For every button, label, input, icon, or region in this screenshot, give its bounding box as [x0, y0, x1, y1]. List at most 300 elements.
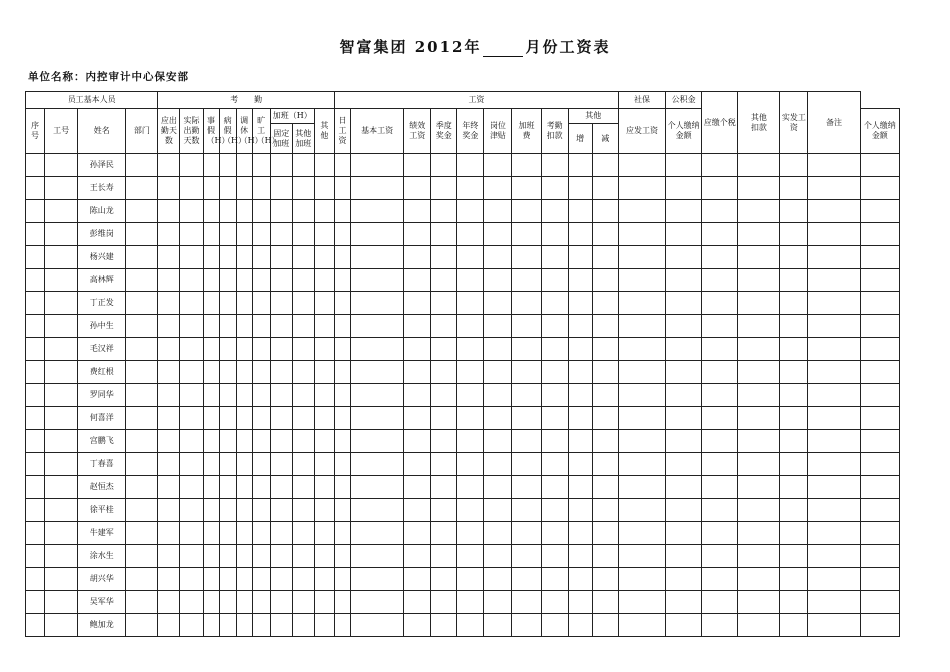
table-cell[interactable]	[252, 361, 270, 384]
employee-name-cell[interactable]: 杨兴建	[78, 246, 126, 269]
table-cell[interactable]	[203, 223, 219, 246]
table-cell[interactable]	[404, 407, 431, 430]
table-cell[interactable]	[738, 522, 780, 545]
table-cell[interactable]	[26, 545, 45, 568]
table-cell[interactable]	[457, 499, 484, 522]
table-cell[interactable]	[431, 154, 457, 177]
table-cell[interactable]	[808, 200, 860, 223]
table-cell[interactable]	[860, 246, 899, 269]
table-cell[interactable]	[334, 453, 350, 476]
table-cell[interactable]	[292, 522, 314, 545]
table-cell[interactable]	[541, 384, 568, 407]
table-cell[interactable]	[351, 292, 404, 315]
table-cell[interactable]	[541, 200, 568, 223]
table-cell[interactable]	[592, 522, 618, 545]
table-cell[interactable]	[541, 177, 568, 200]
table-cell[interactable]	[314, 407, 334, 430]
employee-name-cell[interactable]: 丁正发	[78, 292, 126, 315]
table-cell[interactable]	[738, 384, 780, 407]
table-cell[interactable]	[568, 545, 592, 568]
table-cell[interactable]	[351, 476, 404, 499]
table-cell[interactable]	[203, 545, 219, 568]
table-cell[interactable]	[270, 591, 292, 614]
table-cell[interactable]	[404, 200, 431, 223]
table-cell[interactable]	[702, 545, 738, 568]
table-cell[interactable]	[484, 407, 512, 430]
table-cell[interactable]	[404, 499, 431, 522]
table-cell[interactable]	[568, 476, 592, 499]
table-cell[interactable]	[180, 476, 203, 499]
table-cell[interactable]	[808, 430, 860, 453]
table-cell[interactable]	[568, 568, 592, 591]
table-cell[interactable]	[431, 177, 457, 200]
table-cell[interactable]	[158, 200, 180, 223]
table-cell[interactable]	[351, 338, 404, 361]
table-cell[interactable]	[512, 568, 541, 591]
table-cell[interactable]	[431, 361, 457, 384]
table-cell[interactable]	[512, 407, 541, 430]
table-cell[interactable]	[666, 476, 702, 499]
table-cell[interactable]	[203, 154, 219, 177]
table-cell[interactable]	[592, 591, 618, 614]
table-cell[interactable]	[618, 269, 665, 292]
table-cell[interactable]	[702, 430, 738, 453]
table-cell[interactable]	[334, 200, 350, 223]
table-cell[interactable]	[702, 200, 738, 223]
table-cell[interactable]	[252, 545, 270, 568]
table-cell[interactable]	[158, 292, 180, 315]
table-cell[interactable]	[738, 499, 780, 522]
table-cell[interactable]	[45, 223, 78, 246]
table-cell[interactable]	[702, 315, 738, 338]
table-cell[interactable]	[26, 292, 45, 315]
table-cell[interactable]	[780, 522, 808, 545]
table-cell[interactable]	[158, 545, 180, 568]
table-cell[interactable]	[484, 315, 512, 338]
table-cell[interactable]	[541, 568, 568, 591]
table-cell[interactable]	[236, 499, 252, 522]
table-cell[interactable]	[26, 591, 45, 614]
table-cell[interactable]	[780, 361, 808, 384]
table-cell[interactable]	[252, 246, 270, 269]
table-cell[interactable]	[404, 246, 431, 269]
table-cell[interactable]	[738, 177, 780, 200]
table-cell[interactable]	[618, 177, 665, 200]
table-cell[interactable]	[808, 499, 860, 522]
table-cell[interactable]	[270, 338, 292, 361]
table-cell[interactable]	[780, 453, 808, 476]
table-cell[interactable]	[541, 499, 568, 522]
table-cell[interactable]	[568, 591, 592, 614]
table-cell[interactable]	[541, 453, 568, 476]
table-cell[interactable]	[568, 200, 592, 223]
table-cell[interactable]	[314, 384, 334, 407]
table-cell[interactable]	[292, 200, 314, 223]
table-cell[interactable]	[541, 315, 568, 338]
table-cell[interactable]	[860, 591, 899, 614]
table-cell[interactable]	[568, 177, 592, 200]
table-cell[interactable]	[738, 591, 780, 614]
table-cell[interactable]	[126, 338, 158, 361]
table-cell[interactable]	[780, 223, 808, 246]
table-cell[interactable]	[252, 177, 270, 200]
table-cell[interactable]	[738, 223, 780, 246]
table-cell[interactable]	[702, 499, 738, 522]
table-cell[interactable]	[351, 453, 404, 476]
table-cell[interactable]	[808, 223, 860, 246]
table-cell[interactable]	[592, 292, 618, 315]
table-cell[interactable]	[126, 499, 158, 522]
table-cell[interactable]	[270, 154, 292, 177]
table-cell[interactable]	[334, 522, 350, 545]
table-cell[interactable]	[457, 430, 484, 453]
table-cell[interactable]	[738, 545, 780, 568]
table-cell[interactable]	[203, 200, 219, 223]
table-cell[interactable]	[808, 522, 860, 545]
table-cell[interactable]	[26, 315, 45, 338]
table-cell[interactable]	[592, 177, 618, 200]
table-cell[interactable]	[568, 154, 592, 177]
table-cell[interactable]	[618, 361, 665, 384]
table-cell[interactable]	[180, 568, 203, 591]
table-cell[interactable]	[334, 269, 350, 292]
table-cell[interactable]	[45, 246, 78, 269]
table-cell[interactable]	[180, 430, 203, 453]
table-cell[interactable]	[404, 591, 431, 614]
table-cell[interactable]	[431, 269, 457, 292]
table-cell[interactable]	[252, 223, 270, 246]
table-cell[interactable]	[126, 223, 158, 246]
table-cell[interactable]	[666, 568, 702, 591]
table-cell[interactable]	[618, 315, 665, 338]
table-cell[interactable]	[404, 384, 431, 407]
table-cell[interactable]	[808, 453, 860, 476]
table-cell[interactable]	[808, 315, 860, 338]
table-cell[interactable]	[158, 154, 180, 177]
table-cell[interactable]	[180, 246, 203, 269]
table-cell[interactable]	[126, 154, 158, 177]
table-cell[interactable]	[592, 338, 618, 361]
table-cell[interactable]	[180, 200, 203, 223]
table-cell[interactable]	[808, 545, 860, 568]
table-cell[interactable]	[292, 177, 314, 200]
table-cell[interactable]	[158, 568, 180, 591]
table-cell[interactable]	[158, 269, 180, 292]
table-cell[interactable]	[219, 154, 236, 177]
table-cell[interactable]	[292, 476, 314, 499]
table-cell[interactable]	[270, 269, 292, 292]
table-cell[interactable]	[618, 453, 665, 476]
table-cell[interactable]	[292, 292, 314, 315]
table-cell[interactable]	[26, 568, 45, 591]
table-cell[interactable]	[780, 269, 808, 292]
table-cell[interactable]	[860, 430, 899, 453]
table-cell[interactable]	[666, 591, 702, 614]
table-cell[interactable]	[219, 499, 236, 522]
table-cell[interactable]	[252, 407, 270, 430]
table-cell[interactable]	[484, 591, 512, 614]
table-cell[interactable]	[334, 476, 350, 499]
table-cell[interactable]	[457, 154, 484, 177]
table-cell[interactable]	[592, 430, 618, 453]
table-cell[interactable]	[314, 315, 334, 338]
table-cell[interactable]	[568, 338, 592, 361]
table-cell[interactable]	[808, 476, 860, 499]
table-cell[interactable]	[158, 522, 180, 545]
table-cell[interactable]	[738, 154, 780, 177]
table-cell[interactable]	[252, 614, 270, 637]
table-cell[interactable]	[126, 200, 158, 223]
table-cell[interactable]	[541, 154, 568, 177]
table-cell[interactable]	[431, 407, 457, 430]
table-cell[interactable]	[666, 522, 702, 545]
table-cell[interactable]	[26, 407, 45, 430]
table-cell[interactable]	[292, 499, 314, 522]
table-cell[interactable]	[808, 407, 860, 430]
table-cell[interactable]	[512, 200, 541, 223]
table-cell[interactable]	[314, 361, 334, 384]
table-cell[interactable]	[484, 269, 512, 292]
table-cell[interactable]	[180, 269, 203, 292]
table-cell[interactable]	[158, 614, 180, 637]
table-cell[interactable]	[702, 177, 738, 200]
table-cell[interactable]	[126, 614, 158, 637]
table-cell[interactable]	[351, 430, 404, 453]
table-cell[interactable]	[180, 545, 203, 568]
table-cell[interactable]	[431, 246, 457, 269]
table-cell[interactable]	[45, 499, 78, 522]
table-cell[interactable]	[568, 614, 592, 637]
table-cell[interactable]	[512, 361, 541, 384]
table-cell[interactable]	[45, 384, 78, 407]
table-cell[interactable]	[512, 522, 541, 545]
table-cell[interactable]	[666, 545, 702, 568]
table-cell[interactable]	[314, 453, 334, 476]
table-cell[interactable]	[592, 384, 618, 407]
table-cell[interactable]	[351, 246, 404, 269]
table-cell[interactable]	[180, 591, 203, 614]
table-cell[interactable]	[252, 476, 270, 499]
employee-name-cell[interactable]: 孙泽民	[78, 154, 126, 177]
table-cell[interactable]	[592, 154, 618, 177]
table-cell[interactable]	[236, 269, 252, 292]
table-cell[interactable]	[568, 315, 592, 338]
table-cell[interactable]	[351, 591, 404, 614]
table-cell[interactable]	[404, 315, 431, 338]
table-cell[interactable]	[666, 453, 702, 476]
table-cell[interactable]	[457, 361, 484, 384]
table-cell[interactable]	[219, 315, 236, 338]
table-cell[interactable]	[45, 407, 78, 430]
table-cell[interactable]	[484, 476, 512, 499]
table-cell[interactable]	[860, 545, 899, 568]
table-cell[interactable]	[219, 200, 236, 223]
table-cell[interactable]	[158, 430, 180, 453]
table-cell[interactable]	[334, 246, 350, 269]
table-cell[interactable]	[618, 292, 665, 315]
table-cell[interactable]	[666, 407, 702, 430]
table-cell[interactable]	[252, 384, 270, 407]
table-cell[interactable]	[666, 499, 702, 522]
table-cell[interactable]	[541, 269, 568, 292]
table-cell[interactable]	[236, 154, 252, 177]
table-cell[interactable]	[860, 292, 899, 315]
table-cell[interactable]	[568, 522, 592, 545]
table-cell[interactable]	[126, 246, 158, 269]
table-cell[interactable]	[351, 407, 404, 430]
table-cell[interactable]	[404, 614, 431, 637]
table-cell[interactable]	[292, 568, 314, 591]
table-cell[interactable]	[457, 338, 484, 361]
table-cell[interactable]	[484, 246, 512, 269]
table-cell[interactable]	[236, 568, 252, 591]
table-cell[interactable]	[484, 614, 512, 637]
table-cell[interactable]	[26, 177, 45, 200]
table-cell[interactable]	[236, 407, 252, 430]
table-cell[interactable]	[702, 292, 738, 315]
table-cell[interactable]	[126, 430, 158, 453]
employee-name-cell[interactable]: 鲍加龙	[78, 614, 126, 637]
table-cell[interactable]	[860, 499, 899, 522]
table-cell[interactable]	[457, 177, 484, 200]
table-cell[interactable]	[314, 476, 334, 499]
table-cell[interactable]	[45, 545, 78, 568]
table-cell[interactable]	[780, 384, 808, 407]
employee-name-cell[interactable]: 彭维岗	[78, 223, 126, 246]
table-cell[interactable]	[180, 361, 203, 384]
table-cell[interactable]	[334, 315, 350, 338]
table-cell[interactable]	[351, 177, 404, 200]
table-cell[interactable]	[45, 568, 78, 591]
table-cell[interactable]	[270, 568, 292, 591]
table-cell[interactable]	[457, 200, 484, 223]
table-cell[interactable]	[618, 407, 665, 430]
table-cell[interactable]	[203, 246, 219, 269]
table-cell[interactable]	[158, 407, 180, 430]
table-cell[interactable]	[219, 430, 236, 453]
table-cell[interactable]	[860, 476, 899, 499]
table-cell[interactable]	[334, 338, 350, 361]
table-cell[interactable]	[180, 499, 203, 522]
table-cell[interactable]	[270, 476, 292, 499]
table-cell[interactable]	[404, 476, 431, 499]
table-cell[interactable]	[219, 591, 236, 614]
table-cell[interactable]	[431, 476, 457, 499]
table-cell[interactable]	[512, 292, 541, 315]
employee-name-cell[interactable]: 孙中生	[78, 315, 126, 338]
table-cell[interactable]	[158, 338, 180, 361]
table-cell[interactable]	[180, 292, 203, 315]
table-cell[interactable]	[351, 154, 404, 177]
table-cell[interactable]	[292, 269, 314, 292]
table-cell[interactable]	[702, 384, 738, 407]
table-cell[interactable]	[203, 338, 219, 361]
table-cell[interactable]	[219, 361, 236, 384]
table-cell[interactable]	[702, 476, 738, 499]
table-cell[interactable]	[334, 545, 350, 568]
table-cell[interactable]	[270, 522, 292, 545]
table-cell[interactable]	[236, 223, 252, 246]
table-cell[interactable]	[738, 200, 780, 223]
table-cell[interactable]	[292, 614, 314, 637]
table-cell[interactable]	[236, 292, 252, 315]
table-cell[interactable]	[203, 568, 219, 591]
table-cell[interactable]	[180, 407, 203, 430]
table-cell[interactable]	[236, 522, 252, 545]
table-cell[interactable]	[126, 384, 158, 407]
table-cell[interactable]	[158, 453, 180, 476]
table-cell[interactable]	[484, 522, 512, 545]
table-cell[interactable]	[592, 545, 618, 568]
table-cell[interactable]	[484, 545, 512, 568]
table-cell[interactable]	[702, 223, 738, 246]
table-cell[interactable]	[314, 223, 334, 246]
table-cell[interactable]	[404, 522, 431, 545]
table-cell[interactable]	[351, 614, 404, 637]
table-cell[interactable]	[666, 269, 702, 292]
table-cell[interactable]	[270, 200, 292, 223]
table-cell[interactable]	[484, 292, 512, 315]
table-cell[interactable]	[219, 522, 236, 545]
table-cell[interactable]	[26, 361, 45, 384]
table-cell[interactable]	[236, 177, 252, 200]
table-cell[interactable]	[568, 384, 592, 407]
table-cell[interactable]	[808, 154, 860, 177]
table-cell[interactable]	[292, 430, 314, 453]
table-cell[interactable]	[158, 591, 180, 614]
table-cell[interactable]	[568, 499, 592, 522]
table-cell[interactable]	[618, 522, 665, 545]
table-cell[interactable]	[457, 269, 484, 292]
table-cell[interactable]	[219, 223, 236, 246]
table-cell[interactable]	[404, 568, 431, 591]
table-cell[interactable]	[126, 292, 158, 315]
table-cell[interactable]	[780, 338, 808, 361]
table-cell[interactable]	[219, 568, 236, 591]
table-cell[interactable]	[292, 545, 314, 568]
table-cell[interactable]	[404, 154, 431, 177]
table-cell[interactable]	[314, 522, 334, 545]
table-cell[interactable]	[203, 522, 219, 545]
table-cell[interactable]	[314, 338, 334, 361]
table-cell[interactable]	[618, 568, 665, 591]
table-cell[interactable]	[702, 453, 738, 476]
table-cell[interactable]	[236, 453, 252, 476]
table-cell[interactable]	[457, 614, 484, 637]
table-cell[interactable]	[292, 384, 314, 407]
table-cell[interactable]	[780, 292, 808, 315]
table-cell[interactable]	[666, 154, 702, 177]
table-cell[interactable]	[219, 246, 236, 269]
table-cell[interactable]	[180, 522, 203, 545]
table-cell[interactable]	[541, 476, 568, 499]
table-cell[interactable]	[808, 591, 860, 614]
table-cell[interactable]	[292, 223, 314, 246]
table-cell[interactable]	[702, 361, 738, 384]
table-cell[interactable]	[351, 522, 404, 545]
table-cell[interactable]	[702, 522, 738, 545]
employee-name-cell[interactable]: 牛建军	[78, 522, 126, 545]
table-cell[interactable]	[203, 453, 219, 476]
employee-name-cell[interactable]: 赵恒杰	[78, 476, 126, 499]
table-cell[interactable]	[541, 338, 568, 361]
table-cell[interactable]	[592, 499, 618, 522]
employee-name-cell[interactable]: 陈山龙	[78, 200, 126, 223]
table-cell[interactable]	[180, 177, 203, 200]
table-cell[interactable]	[219, 384, 236, 407]
table-cell[interactable]	[457, 246, 484, 269]
employee-name-cell[interactable]: 吴军华	[78, 591, 126, 614]
